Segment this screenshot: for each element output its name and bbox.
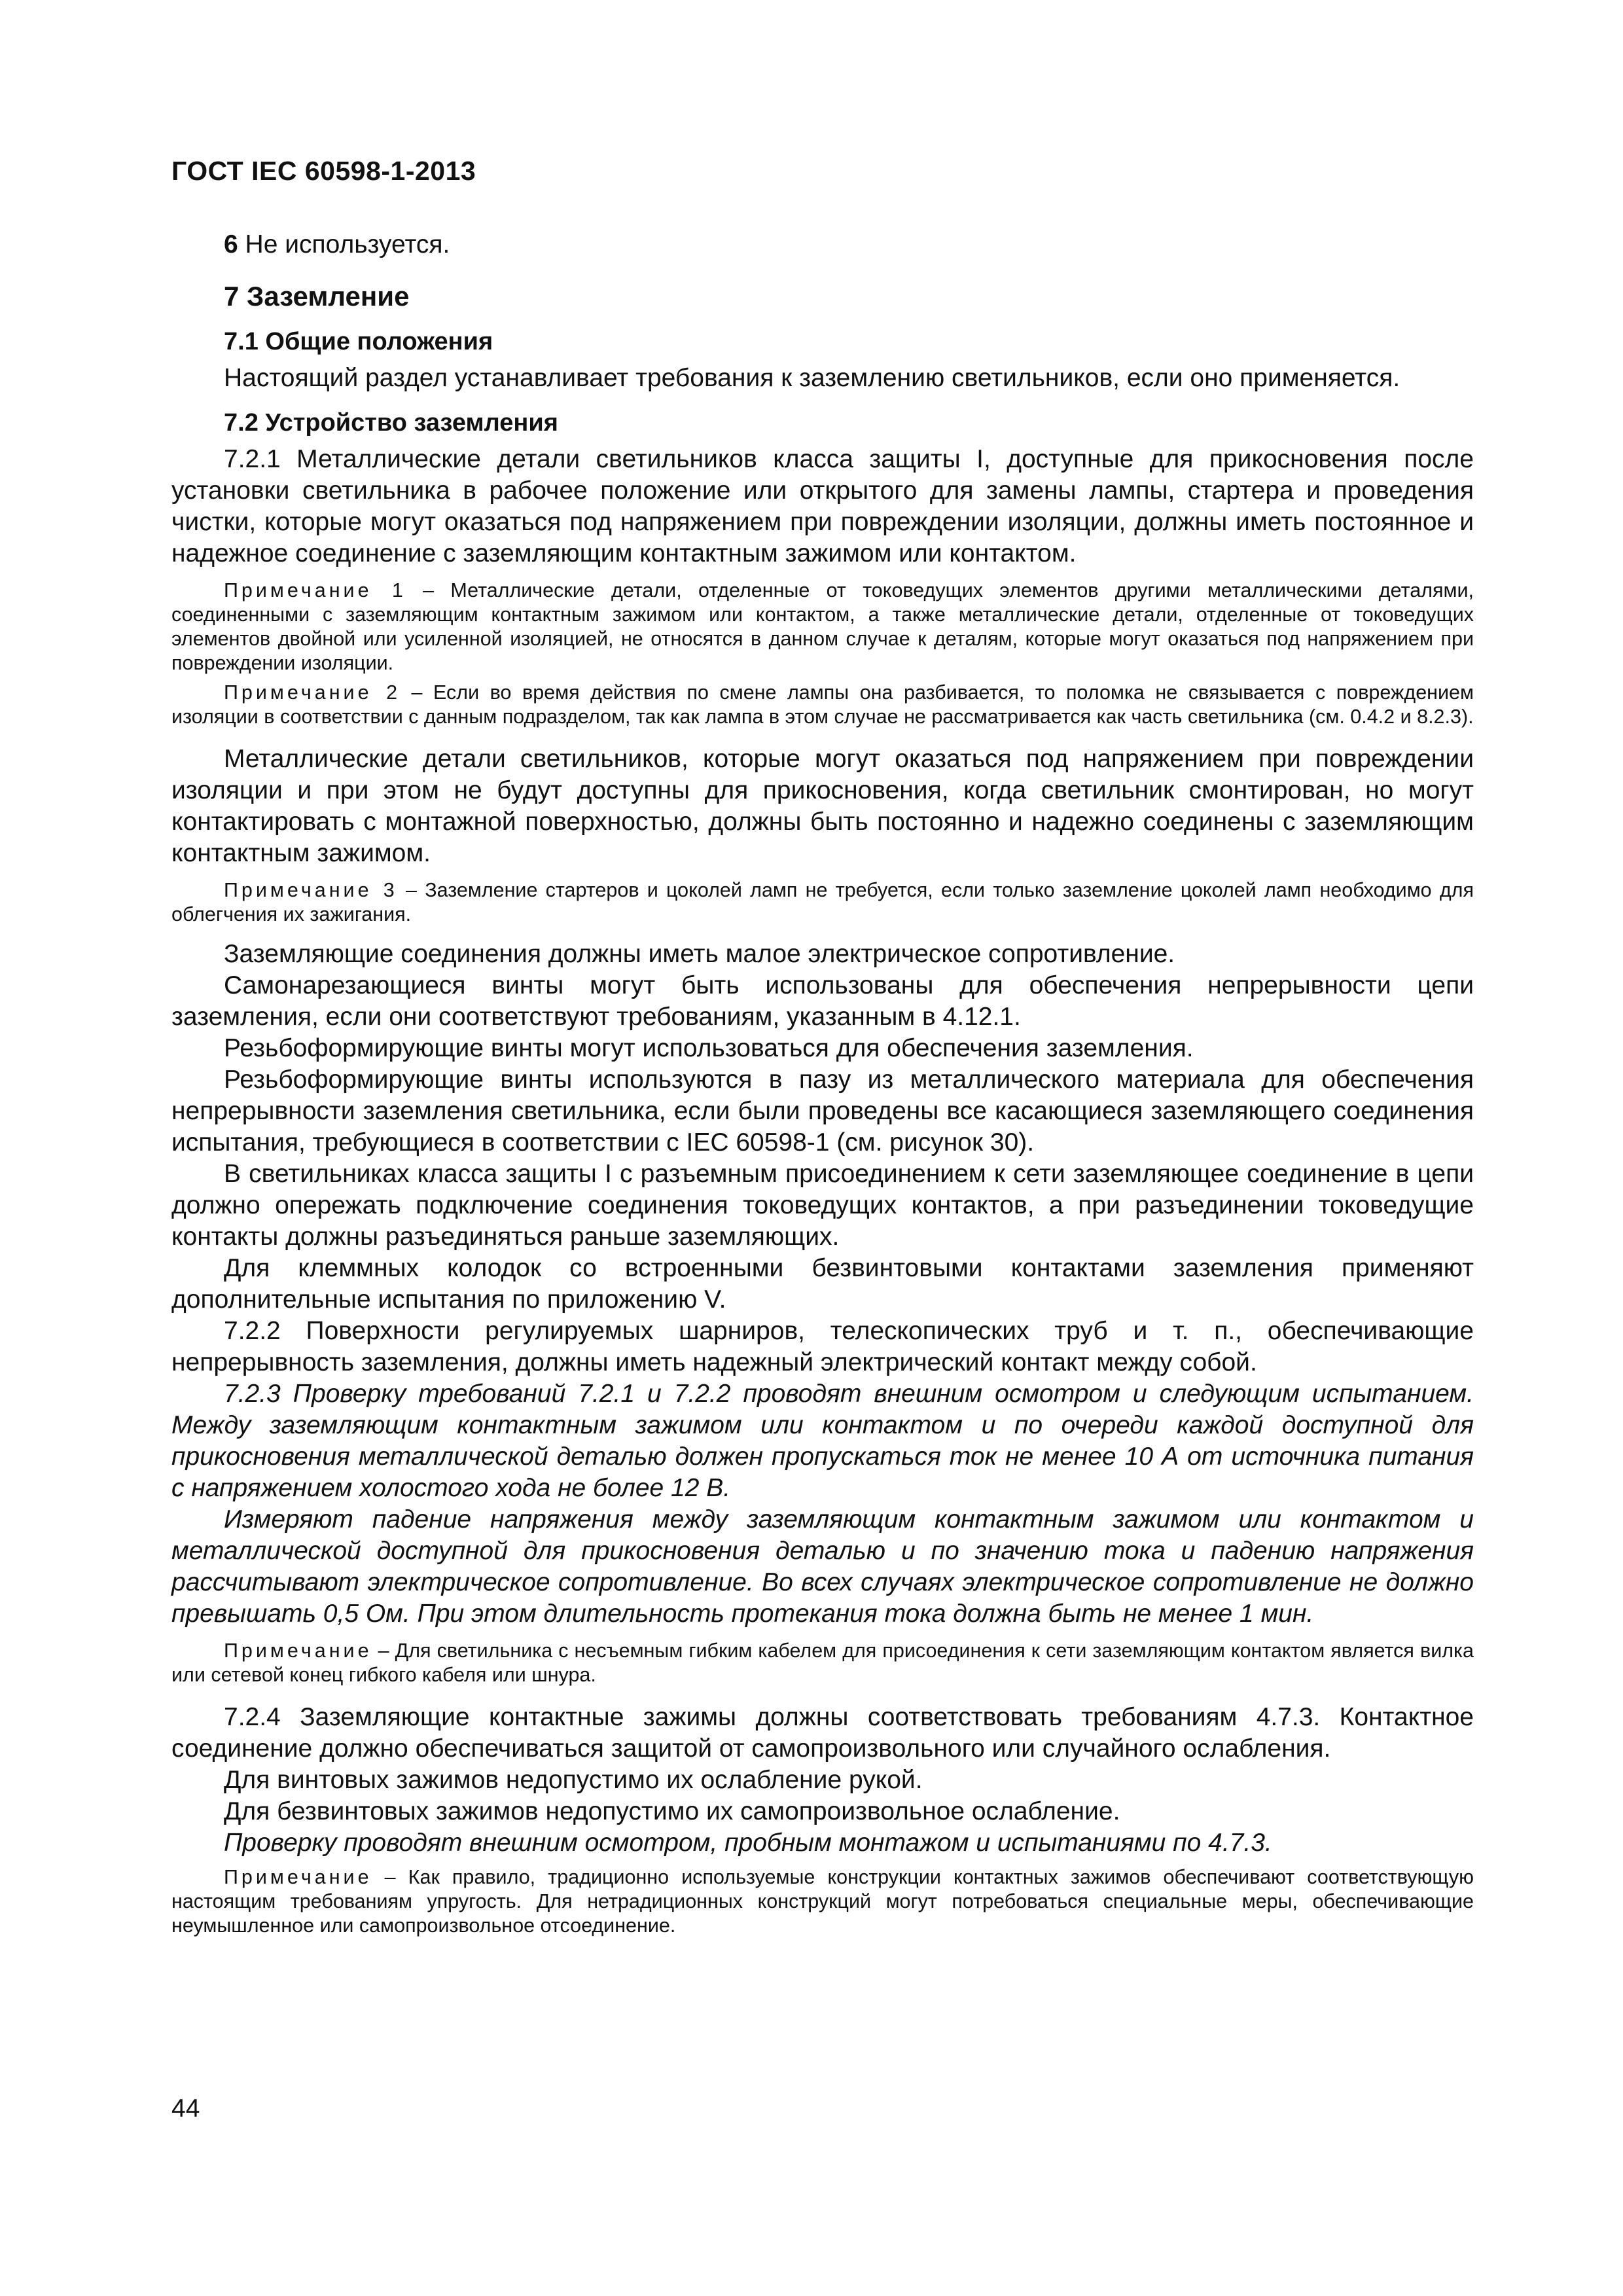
page-number: 44 (171, 2094, 200, 2123)
note-2-text: – Если во время действия по смене лампы она разбивается, то поломка не связывается с повреждением изоляции в соответствии с данным подразделом, так как лампа в этом случае не рассматривается как часть светильника (см. 0.4.2 и 8.2.3). (171, 681, 1474, 728)
note-3-text: – Заземление стартеров и цоколей ламп не требуется, если только заземление цоколей ламп необходимо для облегчения их зажигания. (171, 879, 1474, 925)
paragraph-7-2-4: 7.2.4 Заземляющие контактные зажимы должны соответствовать требованиям 4.7.3. Контактное соединение должно обеспечиваться защитой от самопроизвольного или случайного ослабления. (171, 1703, 1474, 1763)
paragraph-thread-forming-1: Резьбоформирующие винты могут использоваться для обеспечения заземления. (224, 1034, 1194, 1062)
note-3-label: Примечание 3 (224, 879, 398, 901)
note-3 (171, 878, 1474, 927)
note-1-label: Примечание 1 (224, 579, 406, 601)
note-4-label: Примечание (224, 1640, 372, 1662)
note-1 (171, 579, 1474, 675)
paragraph-resistance: Заземляющие соединения должны иметь малое электрическое сопротивление. (224, 940, 1175, 968)
note-5-text: – Как правило, традиционно используемые конструкции контактных зажимов обеспечивают соответствующую настоящим требованиям упругость. Для нетрадиционных конструкций могут потребоваться специальные меры, обеспечивающие неумышленное или самопроизвольное отсоединение. (171, 1866, 1474, 1937)
paragraph-screwless-terminals: Для безвинтовых зажимов недопустимо их самопроизвольное ослабление. (224, 1797, 1120, 1825)
paragraph-class-1: В светильниках класса защиты I с разъемным присоединением к сети заземляющее соединение в цепи должно опережать подключение соединения токоведущих контактов, а при разъединении токоведущие контакты должны разъединяться раньше заземляющих. (171, 1160, 1474, 1251)
paragraph-check: Проверку проводят внешним осмотром, пробным монтажом и испытаниями по 4.7.3. (224, 1829, 1272, 1857)
paragraph-7-2-1: 7.2.1 Металлические детали светильников класса защиты I, доступные для прикосновения после установки светильника в рабочее положение или открытого для замены лампы, стартера и проведения чистки, которые могут оказаться под напряжением при повреждении изоляции, должны иметь постоянное и надежное соединение с заземляющим контактным зажимом или контактом. (171, 445, 1474, 567)
note-5 (171, 1865, 1474, 1938)
section-7-2-title: 7.2 Устройство заземления (224, 409, 558, 437)
paragraph-7-2-3: 7.2.3 Проверку требований 7.2.1 и 7.2.2 проводят внешним осмотром и следующим испытанием. Между заземляющим контактным зажимом или контактом и по очереди каждой доступной для прикосновения металлической деталью должен пропускаться ток не менее 10 А от источника питания с напряжением холостого хода не более 12 В. (171, 1380, 1474, 1502)
note-4-text: – Для светильника с несъемным гибким кабелем для присоединения к сети заземляющим контактом является вилка или сетевой конец гибкого кабеля или шнура. (171, 1640, 1474, 1686)
paragraph-measure: Измеряют падение напряжения между заземляющим контактным зажимом или контактом и металлической доступной для прикосновения деталью и по значению тока и падению напряжения рассчитывают электрическое сопротивление. Во всех случаях электрическое сопротивление не должно превышать 0,5 Ом. При этом длительность протекания тока должна быть не менее 1 мин. (171, 1505, 1474, 1628)
page-content (171, 229, 1474, 1938)
note-2-label: Примечание 2 (224, 681, 401, 704)
paragraph-thread-forming-2: Резьбоформирующие винты используются в пазу из металлического материала для обеспечения непрерывности заземления светильника, если были проведены все касающиеся заземляющего соединения испытания, требующиеся в соответствии с IEC 60598-1 (см. рисунок 30). (171, 1066, 1474, 1157)
note-4 (171, 1639, 1474, 1687)
note-5-label: Примечание (224, 1866, 372, 1888)
paragraph-screw-terminals: Для винтовых зажимов недопустимо их ослабление рукой. (224, 1766, 923, 1794)
section-6-number: 6 (224, 230, 238, 259)
section-6 (171, 229, 1474, 260)
note-1-text: – Металлические детали, отделенные от токоведущих элементов другими металлическими деталями, соединенными с заземляющим контактным зажимом или контактом, а также металлические детали, отделенные от токоведущих элементов двойной или усиленной изоляцией, не относятся в данном случае к деталям, которые могут оказаться под напряжением при повреждении изоляции. (171, 579, 1474, 674)
note-2 (171, 681, 1474, 729)
standard-header: ГОСТ IEC 60598-1-2013 (171, 156, 476, 186)
paragraph-self-tapping: Самонарезающиеся винты могут быть использованы для обеспечения непрерывности цепи заземления, если они соответствуют требованиям, указанным в 4.12.1. (171, 971, 1474, 1031)
section-7-1-title: 7.1 Общие положения (224, 328, 493, 355)
paragraph-metal-parts: Металлические детали светильников, которые могут оказаться под напряжением при повреждении изоляции и при этом не будут доступны для прикосновения, когда светильник смонтирован, но могут контактировать с монтажной поверхностью, должны быть постоянно и надежно соединены с заземляющим контактным зажимом. (171, 745, 1474, 867)
section-7-title: 7 Заземление (224, 281, 410, 312)
section-6-text: Не используется. (238, 230, 450, 259)
section-7-1-text: Настоящий раздел устанавливает требования к заземлению светильников, если оно применяется. (224, 364, 1400, 392)
paragraph-terminal-blocks: Для клеммных колодок со встроенными безвинтовыми контактами заземления применяют дополнительные испытания по приложению V. (171, 1254, 1474, 1314)
paragraph-7-2-2: 7.2.2 Поверхности регулируемых шарниров, телескопических труб и т. п., обеспечивающие непрерывность заземления, должны иметь надежный электрический контакт между собой. (171, 1317, 1474, 1376)
